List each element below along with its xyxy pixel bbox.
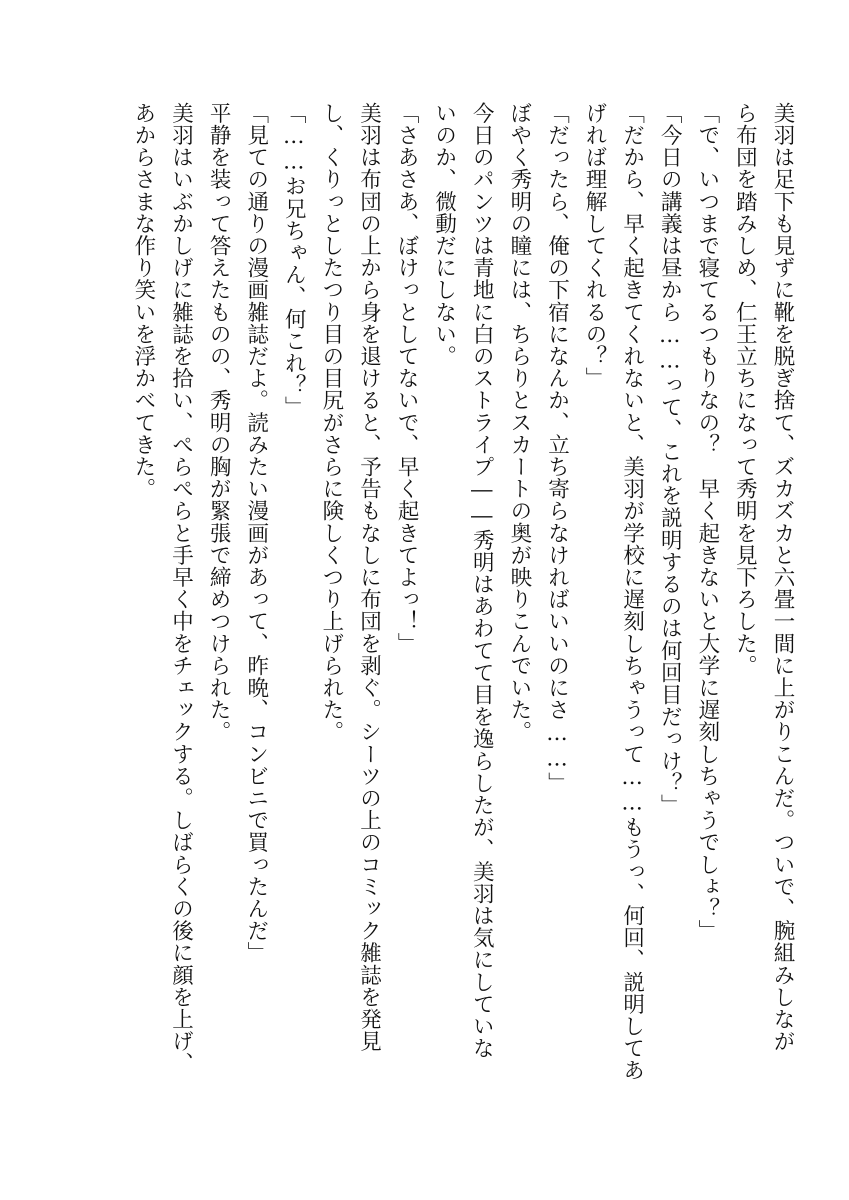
text-line: げれば理解してくれるの？」 (582, 102, 608, 390)
text-line: 「今日の講義は昼から……って、これを説明するのは何回目だっけ？」 (657, 102, 683, 817)
text-line: 「見ての通りの漫画雑誌だよ。読みたい漫画があって、昨晩、コンビニで買ったんだ」 (243, 102, 269, 964)
text-line: 平静を装って答えたものの、秀明の胸が緊張で締めつけられた。 (206, 102, 232, 743)
text-line: 「で、いつまで寝てるつもりなの？ 早く起きないと大学に遅刻しちゃうでしょ？」 (694, 102, 720, 942)
text-line: 美羽はいぶかしげに雑誌を拾い、ぺらぺらと手早く中をチェックする。しばらくの後に顔を上げ、 (168, 102, 194, 1075)
text-line: 「さあさあ、ぼけっとしてないで、早く起きてよっ！」 (394, 102, 420, 655)
text-line: 今日のパンツは青地に白のストライプ――秀明はあわてて目を逸らしたが、美羽は気にしていな (469, 102, 495, 1060)
text-line: あからさまな作り笑いを浮かべてきた。 (130, 102, 156, 500)
text-line: 「だから、早く起きてくれないと、美羽が学校に遅刻しちゃうって……もうっ、何回、説明してあ (619, 102, 645, 1082)
text-line: いのか、微動だにしない。 (431, 102, 457, 368)
text-line: 「だったら、俺の下宿になんか、立ち寄らなければいいのにさ……」 (544, 102, 570, 795)
text-line: 「……お兄ちゃん、何これ？」 (281, 102, 307, 419)
text-line: ぼやく秀明の瞳には、ちらりとスカートの奥が映りこんでいた。 (506, 102, 532, 743)
text-line: 美羽は布団の上から身を退けると、予告もなしに布団を剥ぐ。シーツの上のコミック雑誌を発見 (356, 102, 382, 1053)
text-line: し、くりっとしたつり目の目尻がさらに険しくつり上げられた。 (318, 102, 344, 743)
text-line: ら布団を踏みしめ、仁王立ちになって秀明を見下ろした。 (732, 102, 758, 677)
vertical-text-body (11, 102, 801, 1162)
text-line: 美羽は足下も見ずに靴を脱ぎ捨て、ズカズカと六畳一間に上がりこんだ。ついで、腕組みしなが (770, 102, 795, 1053)
